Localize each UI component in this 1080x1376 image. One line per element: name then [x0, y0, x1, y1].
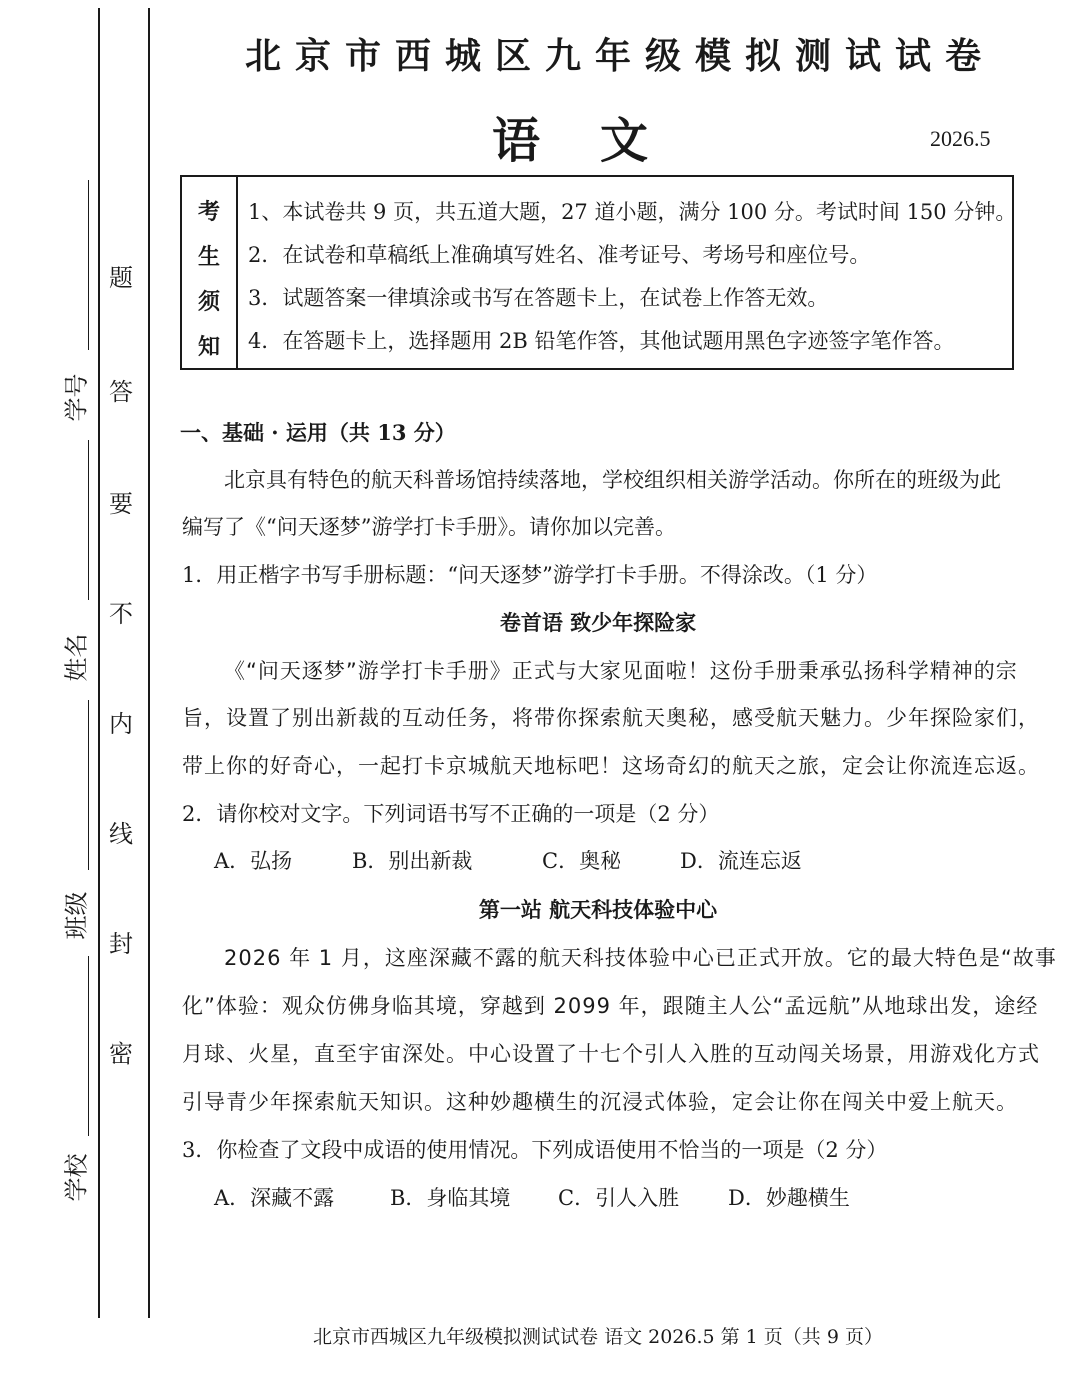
notice-label-char: 须: [197, 289, 220, 315]
class-line: [88, 700, 89, 870]
option-a: A．弘扬: [214, 849, 293, 873]
exam-title: 北京市西城区九年级模拟测试试卷: [244, 35, 995, 77]
notice-label-char: 生: [197, 244, 220, 270]
class-label: 班级: [62, 891, 91, 940]
preface-line: 《“问天逐梦”游学打卡手册》正式与大家见面啦！这份手册秉承弘扬科学精神的宗: [224, 659, 1018, 683]
notice-item: 2．在试卷和草稿纸上准确填写姓名、准考证号、考场号和座位号。: [248, 243, 871, 267]
exam-date: 2026.5: [930, 126, 991, 151]
question-3: 3．你检查了文段中成语的使用情况。下列成语使用不恰当的一项是（2 分）: [182, 1138, 888, 1162]
option-a: A．深藏不露: [214, 1186, 335, 1210]
question-1: 1．用正楷字书写手册标题：“问天逐梦”游学打卡手册。不得涂改。（1 分）: [182, 563, 878, 587]
preface-line: 旨，设置了别出新裁的互动任务，将带你探索航天奥秘，感受航天魅力。少年探险家们，: [182, 706, 1040, 730]
seal-char: 不: [109, 600, 133, 628]
question-3-options: [214, 1183, 1050, 1213]
page-footer: 北京市西城区九年级模拟测试试卷 语文 2026.5 第 1 页（共 9 页）: [313, 1326, 883, 1348]
seal-char: 线: [109, 820, 133, 848]
name-line: [88, 440, 89, 600]
intro-paragraph-line: 北京具有特色的航天科普场馆持续落地，学校组织相关游学活动。你所在的班级为此: [224, 468, 1001, 492]
binding-line-right: [148, 8, 150, 1318]
option-c: C．引人入胜: [558, 1186, 680, 1210]
station-1-title: 第一站 航天科技体验中心: [478, 897, 718, 922]
option-d: D．妙趣横生: [728, 1186, 850, 1210]
preface-line: 带上你的好奇心，一起打卡京城航天地标吧！这场奇幻的航天之旅，定会让你流连忘返。: [182, 754, 1040, 778]
station-1-line: 化”体验：观众仿佛身临其境，穿越到 2099 年，跟随主人公“孟远航”从地球出发，途经: [182, 994, 1039, 1018]
seal-char: 封: [109, 930, 133, 958]
station-1-line: 月球、火星，直至宇宙深处。中心设置了十七个引人入胜的互动闯关场景，用游戏化方式: [182, 1042, 1040, 1066]
option-b: B．别出新裁: [352, 849, 473, 873]
notice-label-char: 知: [197, 334, 220, 360]
intro-paragraph-line: 编写了《“问天逐梦”游学打卡手册》。请你加以完善。: [182, 515, 676, 539]
seal-char: 内: [109, 710, 133, 738]
notice-item: 3．试题答案一律填涂或书写在答题卡上，在试卷上作答无效。: [248, 286, 829, 310]
notice-label-char: 考: [197, 199, 220, 225]
option-d: D．流连忘返: [680, 849, 802, 873]
option-c: C．奥秘: [542, 849, 622, 873]
student-id-label: 学号: [62, 373, 91, 422]
binding-line-left: [98, 8, 100, 1318]
seal-char: 题: [109, 264, 133, 292]
option-b: B．身临其境: [390, 1186, 511, 1210]
seal-char: 密: [109, 1040, 133, 1068]
seal-char: 要: [109, 490, 133, 518]
notice-label-column: [182, 177, 238, 368]
section-heading: 一、基础 · 运用（共 13 分）: [180, 420, 456, 445]
school-line: [88, 956, 89, 1136]
seal-char: 答: [109, 378, 133, 406]
notice-item: 1、本试卷共 9 页，共五道大题，27 道小题，满分 100 分。考试时间 150 分钟。: [248, 200, 1017, 224]
preface-title: 卷首语 致少年探险家: [499, 610, 697, 635]
station-1-line: 2026 年 1 月，这座深藏不露的航天科技体验中心已正式开放。它的最大特色是“故事: [224, 946, 1057, 970]
candidate-notice-box: [180, 175, 1017, 370]
school-label: 学校: [62, 1153, 91, 1202]
station-1-line: 引导青少年探索航天知识。这种妙趣横生的沉浸式体验，定会让你在闯关中爱上航天。: [182, 1090, 1018, 1114]
student-id-line: [88, 180, 89, 350]
question-2: 2．请你校对文字。下列词语书写不正确的一项是（2 分）: [182, 802, 720, 826]
name-label: 姓名: [62, 633, 91, 682]
question-2-options: [214, 846, 1050, 876]
subject-title: 语文: [491, 113, 708, 169]
notice-item: 4．在答题卡上，选择题用 2B 铅笔作答，其他试题用黑色字迹签字笔作答。: [248, 329, 955, 353]
notice-items: [248, 191, 1017, 363]
